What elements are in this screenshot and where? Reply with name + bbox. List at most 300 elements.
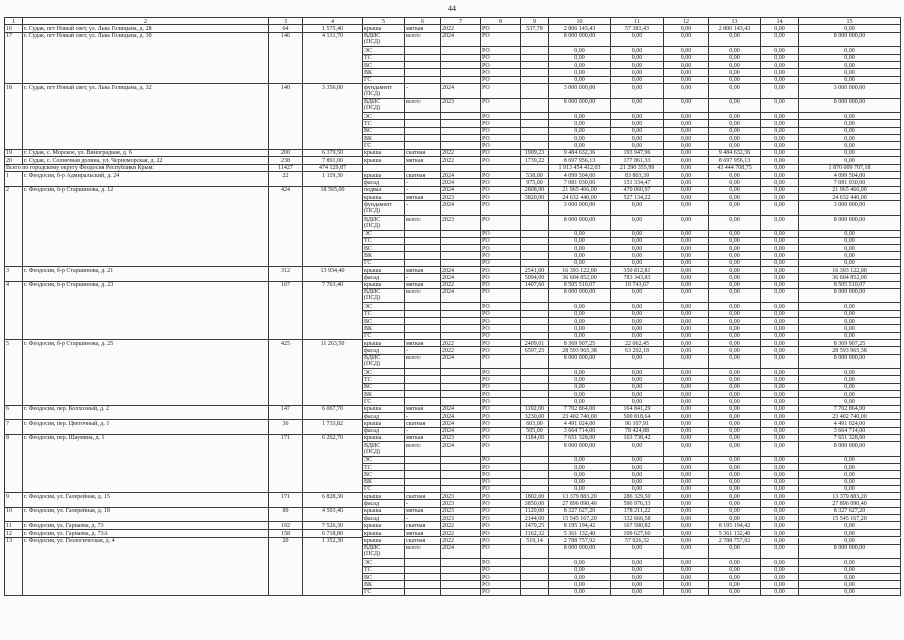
operator-cell: РО [481, 231, 521, 238]
work-kind-cell: скатная [405, 150, 441, 157]
col11-cell: 0,00 [611, 231, 664, 238]
col13-cell: 0,00 [709, 172, 761, 179]
col14-cell: 0,00 [761, 545, 799, 560]
operator-cell: РО [481, 33, 521, 48]
col15-cell: 8 000 000,00 [799, 289, 901, 304]
col11-cell: 0,00 [611, 99, 664, 114]
volume-cell: 537,78 [521, 25, 549, 32]
table-row [363, 538, 901, 545]
operator-cell: РО [481, 311, 521, 318]
col14-cell: 0,00 [761, 522, 799, 529]
year-cell [441, 128, 481, 135]
work-type-cell: ТС [363, 311, 405, 318]
table-row [363, 500, 901, 507]
col13-cell: 0,00 [709, 179, 761, 186]
operator-cell: РО [481, 245, 521, 252]
col12-cell: 0,00 [664, 340, 709, 347]
cost-cell: 27 896 090,40 [549, 500, 611, 507]
year-cell: 2024 [441, 355, 481, 370]
address-cell: г. Феодосия, ул. Гарнаева, д. 73А [23, 530, 269, 538]
col11-cell: 0,00 [611, 33, 664, 48]
cost-cell: 15 545 167,20 [549, 515, 611, 522]
col13-cell: 0,00 [709, 435, 761, 442]
table-group [5, 340, 901, 406]
volume-cell [521, 231, 549, 238]
work-type-cell: крыша [363, 530, 405, 537]
col15-cell: 0,00 [799, 398, 901, 405]
year-cell: 2024 [441, 289, 481, 304]
table-row [363, 589, 901, 596]
year-cell: 2023 [441, 508, 481, 515]
work-type-cell: крыша [363, 172, 405, 179]
table-group [5, 84, 901, 150]
row-number-cell: 1 [5, 172, 23, 187]
work-type-cell: крыша [363, 538, 405, 545]
cost-cell: 8 000 000,00 [549, 33, 611, 48]
col14-cell: 0,00 [761, 384, 799, 391]
work-type-cell: ВДИС (ПСД) [363, 289, 405, 304]
col12-cell: 0,00 [664, 369, 709, 376]
cost-cell: 3 000 000,00 [549, 84, 611, 99]
col15-cell: 0,00 [799, 120, 901, 127]
col11-cell: 332 666,58 [611, 515, 664, 522]
work-type-cell: фундамент (ПСД) [363, 201, 405, 216]
col14-cell: 0,00 [761, 493, 799, 500]
col13-cell: 0,00 [709, 442, 761, 457]
year-cell: 2022 [441, 522, 481, 529]
col15-cell: 8 327 627,20 [799, 508, 901, 515]
table-row [363, 187, 901, 194]
operator-cell: РО [481, 172, 521, 179]
col11-cell: 78 424,88 [611, 428, 664, 435]
col13-cell: 0,00 [709, 398, 761, 405]
volume-cell [521, 589, 549, 596]
col11-cell: 596 976,33 [611, 500, 664, 507]
col13-cell: 0,00 [709, 260, 761, 267]
year-cell [441, 391, 481, 398]
table-row [363, 267, 901, 274]
work-kind-cell: мягкая [405, 157, 441, 164]
table-row [363, 142, 901, 149]
area-cell: 6 718,80 [303, 530, 363, 538]
table-row [363, 47, 901, 54]
volume-cell: 5094,00 [521, 274, 549, 281]
volume-cell: 603,00 [521, 420, 549, 427]
col14-cell: 0,00 [761, 318, 799, 325]
col11-cell: 0,00 [611, 384, 664, 391]
cost-cell: 0,00 [549, 486, 611, 493]
volume-cell [521, 545, 549, 560]
operator-cell: РО [481, 113, 521, 120]
cost-cell: 0,00 [549, 391, 611, 398]
col13-cell: 0,00 [709, 369, 761, 376]
volume-cell: 3820,00 [521, 194, 549, 201]
col15-cell: 0,00 [799, 55, 901, 62]
col11-cell: 0,00 [611, 84, 664, 99]
cost-cell: 0,00 [549, 384, 611, 391]
col13-cell: 0,00 [709, 84, 761, 99]
address-cell: г. Феодосия, б-р Старшинова, д. 12 [23, 187, 269, 267]
operator-cell: РО [481, 340, 521, 347]
col13-cell: 0,00 [709, 55, 761, 62]
col11-cell: 350 812,81 [611, 267, 664, 274]
col12-cell: 0,00 [664, 420, 709, 427]
cost-cell: 0,00 [549, 559, 611, 566]
col14-cell: 0,00 [761, 369, 799, 376]
work-kind-cell [405, 559, 441, 566]
cost-cell: 8 000 000,00 [549, 216, 611, 231]
work-type-cell: крыша [363, 282, 405, 289]
work-type-cell: ВДИС (ПСД) [363, 33, 405, 48]
year-cell: 2024 [441, 187, 481, 194]
volume-cell [521, 303, 549, 310]
col15-cell: 0,00 [799, 25, 901, 32]
col3-cell: 238 [269, 157, 303, 165]
col15-cell: 13 379 883,20 [799, 493, 901, 500]
operator-cell: РО [481, 216, 521, 231]
col14-cell: 0,00 [761, 471, 799, 478]
operator-cell: РО [481, 515, 521, 522]
col15-cell: 0,00 [799, 157, 901, 164]
work-type-cell: крыша [363, 420, 405, 427]
volume-cell [521, 391, 549, 398]
area-cell: 6 262,70 [303, 435, 363, 493]
col11-cell: 0,00 [611, 62, 664, 69]
col12-cell: 0,00 [664, 589, 709, 596]
work-kind-cell: всего: [405, 289, 441, 304]
col15-cell: 0,00 [799, 260, 901, 267]
col14-cell: 0,00 [761, 84, 799, 99]
area-cell: 3 356,00 [303, 84, 363, 150]
operator-cell: РО [481, 62, 521, 69]
volume-cell: 2409,01 [521, 340, 549, 347]
col15-cell: 7 651 328,00 [799, 435, 901, 442]
cost-cell: 4 099 504,00 [549, 172, 611, 179]
year-cell: 2023 [441, 515, 481, 522]
table-row [363, 493, 901, 500]
table-row [363, 581, 901, 588]
col15-cell: 0,00 [799, 369, 901, 376]
col14-cell: 0,00 [761, 238, 799, 245]
year-cell: 2024 [441, 84, 481, 99]
col11-cell: 21 290 355,99 [611, 165, 664, 172]
work-type-cell: крыша [363, 25, 405, 32]
volume-cell: 1192,00 [521, 406, 549, 413]
col15-cell: 0,00 [799, 142, 901, 149]
work-type-cell: ЭС [363, 457, 405, 464]
operator-cell: РО [481, 274, 521, 281]
table-row [363, 194, 901, 201]
cost-cell: 8 369 907,25 [549, 340, 611, 347]
col14-cell: 0,00 [761, 128, 799, 135]
col14-cell: 0,00 [761, 376, 799, 383]
work-kind-cell [405, 128, 441, 135]
volume-cell: 1407,60 [521, 282, 549, 289]
col11-cell: 0,00 [611, 581, 664, 588]
year-cell [441, 318, 481, 325]
year-cell [441, 252, 481, 259]
col11-cell: 167 580,82 [611, 522, 664, 529]
row-number-cell: 16 [5, 25, 23, 33]
year-cell [441, 55, 481, 62]
year-cell: 2023 [441, 493, 481, 500]
volume-cell: 2808,90 [521, 187, 549, 194]
col14-cell: 0,00 [761, 500, 799, 507]
col13-cell: 0,00 [709, 464, 761, 471]
table-row [363, 464, 901, 471]
col14-cell: 0,00 [761, 589, 799, 596]
col11-cell: 0,00 [611, 303, 664, 310]
col13-cell: 0,00 [709, 333, 761, 340]
volume-cell [521, 333, 549, 340]
operator-cell [481, 165, 521, 172]
row-number-cell: 17 [5, 33, 23, 84]
work-kind-cell [405, 231, 441, 238]
work-type-cell: ВК [363, 135, 405, 142]
year-cell [441, 567, 481, 574]
volume-cell [521, 128, 549, 135]
col11-cell: 0,00 [611, 559, 664, 566]
operator-cell: РО [481, 201, 521, 216]
col13-cell: 0,00 [709, 479, 761, 486]
work-kind-cell: скатная [405, 522, 441, 529]
col14-cell: 0,00 [761, 406, 799, 413]
col12-cell: 0,00 [664, 201, 709, 216]
group-work-rows [363, 538, 901, 596]
work-type-cell: ГС [363, 398, 405, 405]
operator-cell: РО [481, 325, 521, 332]
work-type-cell: ВС [363, 574, 405, 581]
col15-cell: 0,00 [799, 567, 901, 574]
col14-cell: 0,00 [761, 194, 799, 201]
volume-cell [521, 325, 549, 332]
work-kind-cell: скатная [405, 420, 441, 427]
year-cell [441, 376, 481, 383]
col15-cell: 0,00 [799, 333, 901, 340]
col12-cell: 0,00 [664, 347, 709, 354]
year-cell [441, 398, 481, 405]
year-cell: 2022 [441, 347, 481, 354]
operator-cell: РО [481, 77, 521, 84]
table-row [363, 33, 901, 48]
area-cell: 6 828,30 [303, 493, 363, 508]
cost-cell: 0,00 [549, 574, 611, 581]
table-group [5, 33, 901, 84]
address-cell: г. Феодосия, пер. Шаумяна, д. 1 [23, 435, 269, 493]
year-cell [441, 457, 481, 464]
col12-cell: 0,00 [664, 231, 709, 238]
col13-cell: 0,00 [709, 545, 761, 560]
operator-cell: РО [481, 128, 521, 135]
col11-cell: 0,00 [611, 55, 664, 62]
col14-cell: 0,00 [761, 252, 799, 259]
col13-cell: 0,00 [709, 428, 761, 435]
col14-cell: 0,00 [761, 391, 799, 398]
col11-cell: 0,00 [611, 398, 664, 405]
work-type-cell: ВК [363, 69, 405, 76]
table-row [363, 406, 901, 413]
table-row [363, 530, 901, 537]
table-row [363, 113, 901, 120]
col15-cell: 0,00 [799, 77, 901, 84]
group-work-rows [363, 406, 901, 421]
col11-cell: 0,00 [611, 77, 664, 84]
year-cell: 2022 [441, 157, 481, 164]
col13-cell: 0,00 [709, 500, 761, 507]
operator-cell: РО [481, 84, 521, 99]
col3-cell: 89 [269, 508, 303, 523]
col15-cell: 0,00 [799, 303, 901, 310]
col12-cell: 0,00 [664, 142, 709, 149]
col13-cell: 0,00 [709, 420, 761, 427]
volume-cell: 538,00 [521, 172, 549, 179]
column-number-6: 6 [405, 18, 441, 25]
col11-cell: 0,00 [611, 289, 664, 304]
col12-cell: 0,00 [664, 538, 709, 545]
cost-cell: 0,00 [549, 369, 611, 376]
work-kind-cell: всего: [405, 216, 441, 231]
operator-cell: РО [481, 194, 521, 201]
col15-cell: 8 369 907,25 [799, 340, 901, 347]
col12-cell: 0,00 [664, 311, 709, 318]
table-row [363, 55, 901, 62]
table-row [363, 62, 901, 69]
work-kind-cell [405, 471, 441, 478]
col12-cell: 0,00 [664, 333, 709, 340]
col3-cell: 147 [269, 406, 303, 421]
cost-cell: 7 081 030,00 [549, 179, 611, 186]
cost-cell: 16 393 122,00 [549, 267, 611, 274]
col12-cell: 0,00 [664, 435, 709, 442]
cost-cell: 0,00 [549, 120, 611, 127]
col12-cell: 0,00 [664, 318, 709, 325]
col12-cell: 0,00 [664, 486, 709, 493]
volume-cell [521, 245, 549, 252]
cost-cell: 1 913 454 412,03 [549, 165, 611, 172]
work-type-cell: ВК [363, 391, 405, 398]
col11-cell: 0,00 [611, 245, 664, 252]
year-cell [441, 369, 481, 376]
col13-cell: 2 806 143,43 [709, 25, 761, 32]
area-cell: 4 503,40 [303, 508, 363, 523]
work-kind-cell [405, 303, 441, 310]
table-row [363, 150, 901, 157]
year-cell [441, 77, 481, 84]
col12-cell: 0,00 [664, 493, 709, 500]
work-type-cell: крыша [363, 340, 405, 347]
operator-cell: РО [481, 47, 521, 54]
col11-cell: 0,00 [611, 128, 664, 135]
address-cell: г. Судак, с. Солнечная долина, ул. Черноморская, д. 22 [23, 157, 269, 165]
operator-cell: РО [481, 398, 521, 405]
col15-cell: 0,00 [799, 589, 901, 596]
cost-cell: 8 697 956,13 [549, 157, 611, 164]
col11-cell: 0,00 [611, 442, 664, 457]
work-kind-cell [405, 325, 441, 332]
table-row [363, 479, 901, 486]
col12-cell: 0,00 [664, 398, 709, 405]
row-number-cell: 11 [5, 522, 23, 530]
col11-cell: 0,00 [611, 464, 664, 471]
col11-cell: 109 627,60 [611, 530, 664, 537]
volume-cell [521, 201, 549, 216]
operator-cell: РО [481, 500, 521, 507]
col11-cell: 0,00 [611, 391, 664, 398]
operator-cell: РО [481, 355, 521, 370]
work-type-cell: ВК [363, 581, 405, 588]
column-number-13: 13 [709, 18, 761, 25]
col3-cell: 146 [269, 33, 303, 84]
work-kind-cell: мягкая [405, 406, 441, 413]
work-kind-cell [405, 398, 441, 405]
volume-cell [521, 260, 549, 267]
col13-cell: 0,00 [709, 391, 761, 398]
group-work-rows [363, 340, 901, 406]
col11-cell: 163 738,42 [611, 435, 664, 442]
col11-cell: 0,00 [611, 486, 664, 493]
col13-cell: 8 195 194,42 [709, 522, 761, 529]
table-row [363, 303, 901, 310]
year-cell [441, 581, 481, 588]
volume-cell: 975,00 [521, 179, 549, 186]
col14-cell: 0,00 [761, 25, 799, 32]
row-number-cell: 20 [5, 157, 23, 165]
col15-cell: 0,00 [799, 376, 901, 383]
work-type-cell [363, 165, 405, 172]
col13-cell: 0,00 [709, 486, 761, 493]
col12-cell: 0,00 [664, 391, 709, 398]
col14-cell: 0,00 [761, 567, 799, 574]
table-group [5, 538, 901, 596]
work-type-cell: фасад [363, 500, 405, 507]
year-cell: 2024 [441, 442, 481, 457]
cost-cell: 8 000 000,00 [549, 442, 611, 457]
col14-cell: 0,00 [761, 165, 799, 172]
col14-cell: 0,00 [761, 33, 799, 48]
address-cell: г. Феодосия, пер. Колхозный, д. 2 [23, 406, 269, 421]
work-kind-cell [405, 486, 441, 493]
work-type-cell: ГС [363, 333, 405, 340]
col12-cell: 0,00 [664, 157, 709, 164]
cost-cell: 0,00 [549, 303, 611, 310]
col12-cell: 0,00 [664, 128, 709, 135]
table-row [363, 282, 901, 289]
col13-cell: 0,00 [709, 589, 761, 596]
table-row [363, 522, 901, 529]
col12-cell: 0,00 [664, 33, 709, 48]
work-type-cell: ЭС [363, 113, 405, 120]
col13-cell: 0,00 [709, 69, 761, 76]
col11-cell: 177 861,33 [611, 157, 664, 164]
work-kind-cell: - [405, 179, 441, 186]
work-kind-cell: - [405, 515, 441, 522]
col13-cell: 0,00 [709, 457, 761, 464]
col15-cell: 0,00 [799, 457, 901, 464]
col13-cell: 0,00 [709, 231, 761, 238]
work-type-cell: ВС [363, 318, 405, 325]
work-type-cell: крыша [363, 493, 405, 500]
col15-cell: 0,00 [799, 464, 901, 471]
col14-cell: 0,00 [761, 282, 799, 289]
operator-cell: РО [481, 376, 521, 383]
col13-cell: 0,00 [709, 347, 761, 354]
col12-cell: 0,00 [664, 274, 709, 281]
col14-cell: 0,00 [761, 135, 799, 142]
cost-cell: 0,00 [549, 62, 611, 69]
table-row [363, 457, 901, 464]
work-kind-cell: мягкая [405, 282, 441, 289]
col13-cell: 0,00 [709, 194, 761, 201]
